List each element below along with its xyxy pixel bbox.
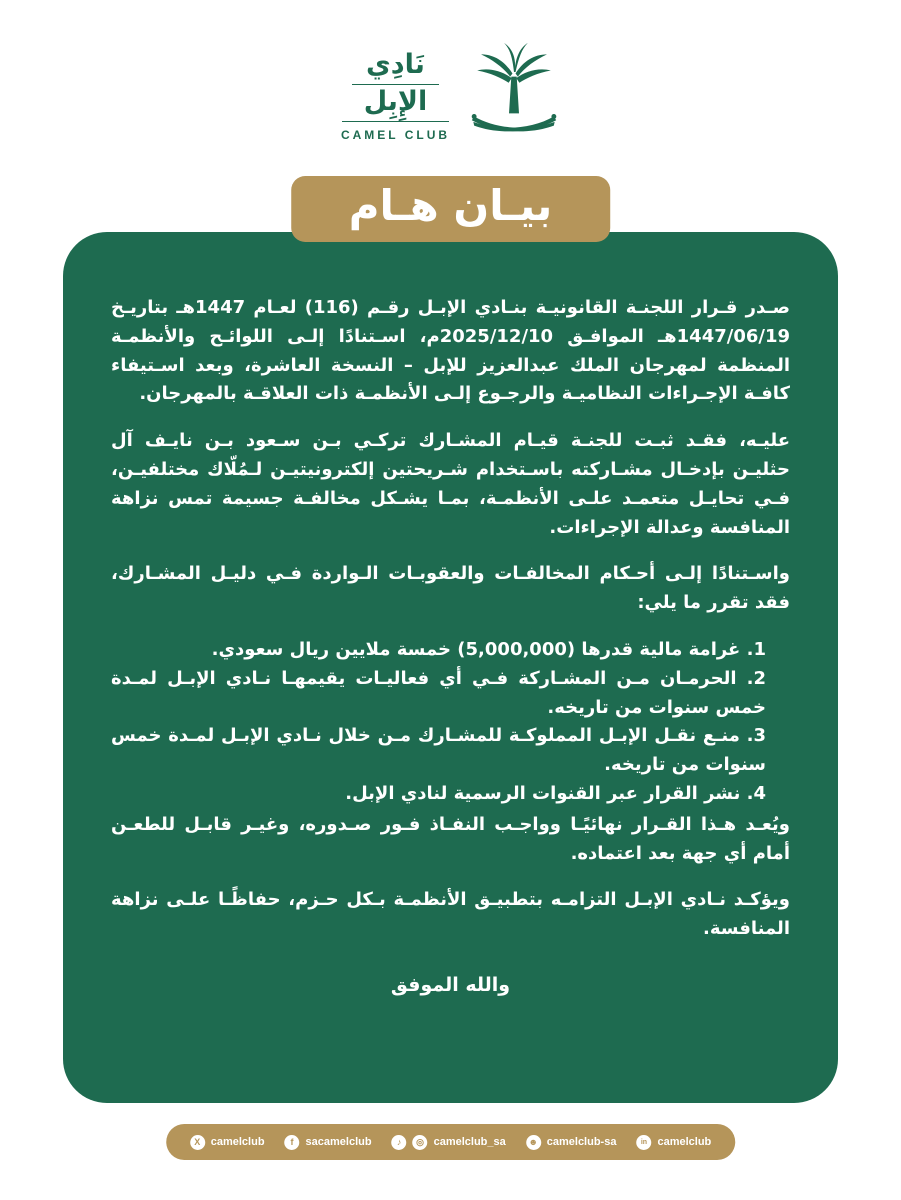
statement-closing: والله الموفق xyxy=(390,973,511,996)
logo-wordmark xyxy=(341,48,450,142)
snapchat-icon: ☻ xyxy=(526,1135,541,1150)
social-tiktok-instagram-handle: camelclub_sa xyxy=(433,1136,506,1148)
statement-paragraph-finality: ويُعـد هـذا القـرار نهائيًـا وواجـب النفـاذ فـور صـدوره، وغيـر قابـل للطعـن أمام أي جهة بعد اعتماده. xyxy=(111,813,790,864)
penalty-list xyxy=(111,636,790,809)
statement-title-banner xyxy=(291,176,611,242)
social-x-handle: camelclub xyxy=(210,1136,265,1148)
logo-arabic-top: نَادِي xyxy=(352,48,439,85)
penalty-item-fine: 1. غرامة مالية قدرها (5,000,000) خمسة ملايين ريال سعودي. xyxy=(211,638,766,660)
instagram-icon: ◎ xyxy=(413,1135,428,1150)
statement-title: بيـان هـام xyxy=(348,181,553,230)
penalty-item-publication: 4. نشر القرار عبر القنوات الرسمية لنادي الإبل. xyxy=(345,782,766,804)
social-facebook-handle: sacamelclub xyxy=(305,1136,372,1148)
penalty-item-transport-ban: 3. منـع نقـل الإبـل المملوكـة للمشـارك مـن خلال نـادي الإبـل لمـدة خمس سنوات من تاريخه. xyxy=(111,725,766,776)
statement-paragraph-commitment: ويؤكـد نـادي الإبـل التزامـه بتطبيـق الأنظمـة بـكل حـزم، حفاظًـا علـى نزاهة المنافسة. xyxy=(111,889,790,940)
statement-body-panel xyxy=(63,232,838,1103)
tiktok-icon: ♪ xyxy=(392,1135,407,1150)
statement-paragraph-penalties-intro: واسـتنادًا إلـى أحـكام المخالفـات والعقوبـات الـواردة فـي دليـل المشـارك، فقد تقرر ما يلي: xyxy=(111,563,790,614)
social-snapchat-handle: camelclub-sa xyxy=(546,1136,617,1148)
social-facebook xyxy=(285,1135,372,1150)
penalty-item-participation-ban: 2. الحرمـان مـن المشـاركة فـي أي فعاليـات يقيمهـا نـادي الإبـل لمـدة خمس سنوات من تاريخه. xyxy=(111,667,766,718)
social-bar xyxy=(166,1124,736,1160)
social-x xyxy=(190,1135,265,1150)
social-snapchat xyxy=(526,1135,617,1150)
palm-and-swords-emblem-icon xyxy=(468,39,560,151)
logo-english-wordmark: CAMEL CLUB xyxy=(340,127,451,142)
statement-paragraph-decision: صـدر قـرار اللجنـة القانونيـة بنـادي الإبـل رقـم (116) لعـام 1447هـ بتاريـخ 1447/06/19هـ الموافـق 2025/12/10م، اسـتنادًا إلـى اللوائـح والأنظمـة المنظمة لمهرجان الملك عبدالعزيز للإبل – النسخة العاشرة، وبعد اسـتيفاء كافـة الإجـراءات النظاميـة والرجـوع إلـى الأنظمـة ذات العلاقـة بالمهرجان. xyxy=(111,297,790,405)
facebook-icon: f xyxy=(285,1135,300,1150)
social-linkedin-handle: camelclub xyxy=(657,1136,712,1148)
x-icon: X xyxy=(190,1135,205,1150)
social-tiktok-instagram xyxy=(392,1135,506,1150)
linkedin-icon: in xyxy=(636,1135,651,1150)
logo-arabic-bottom: الإِبِل xyxy=(342,85,450,122)
social-linkedin xyxy=(636,1135,711,1150)
statement-paragraph-violation: عليـه، فقـد ثبـت للجنـة قيـام المشـارك تركـي بـن سـعود بـن نايـف آل حثليـن بإدخـال مشـاركته باسـتخدام شـريحتين إلكترونيتيـن لـمُلّاك مختلفيـن، فـي تحايـل متعمـد علـى الأنظمـة، بمـا يشـكل مخالفـة جسيمة تمس نزاهة المنافسة وعدالة الإجراءات. xyxy=(111,430,790,538)
camel-club-logo xyxy=(0,30,901,160)
